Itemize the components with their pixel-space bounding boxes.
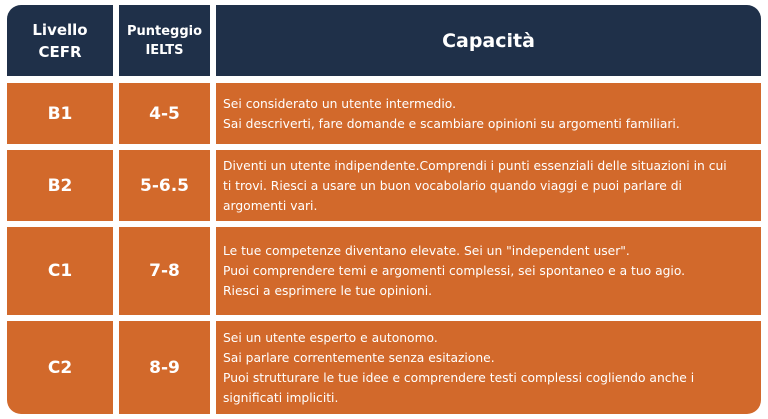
row-c2-score: 8-9 <box>119 321 210 414</box>
header-level: Livello CEFR <box>7 5 113 76</box>
row-b1-score: 4-5 <box>119 83 210 144</box>
ability-text: Sei un utente esperto e autonomo. Sai parlare correntemente senza esitazione. Puoi strutturare le tue idee e comprendere testi complessi cogliendo anche i significati impliciti. <box>223 330 695 405</box>
row-c2-ability <box>216 321 761 414</box>
row-b2-level: B2 <box>7 150 113 221</box>
ability-text: Diventi un utente indipendente.Comprendi i punti essenziali delle situazioni in cui ti trovi. Riesci a usare un buon vocabolario quando viaggi e puoi parlare di argomenti vari. <box>223 158 727 213</box>
row-c2-level: C2 <box>7 321 113 414</box>
row-c1-score: 7-8 <box>119 227 210 315</box>
header-ability: Capacità <box>216 5 761 76</box>
header-score: Punteggio IELTS <box>119 5 210 76</box>
row-b2-score: 5-6.5 <box>119 150 210 221</box>
row-b1-ability <box>216 83 761 144</box>
ability-text: Le tue competenze diventano elevate. Sei un "independent user". Puoi comprendere temi e argomenti complessi, sei spontaneo e a tuo agio. Riesci a esprimere le tue opinioni. <box>223 244 686 298</box>
row-c1-ability <box>216 227 761 315</box>
row-b2-ability <box>216 150 761 221</box>
row-c1-level: C1 <box>7 227 113 315</box>
row-b1-level: B1 <box>7 83 113 144</box>
ability-text: Sei considerato un utente intermedio. Sai descriverti, fare domande e scambiare opinioni su argomenti familiari. <box>223 96 680 131</box>
